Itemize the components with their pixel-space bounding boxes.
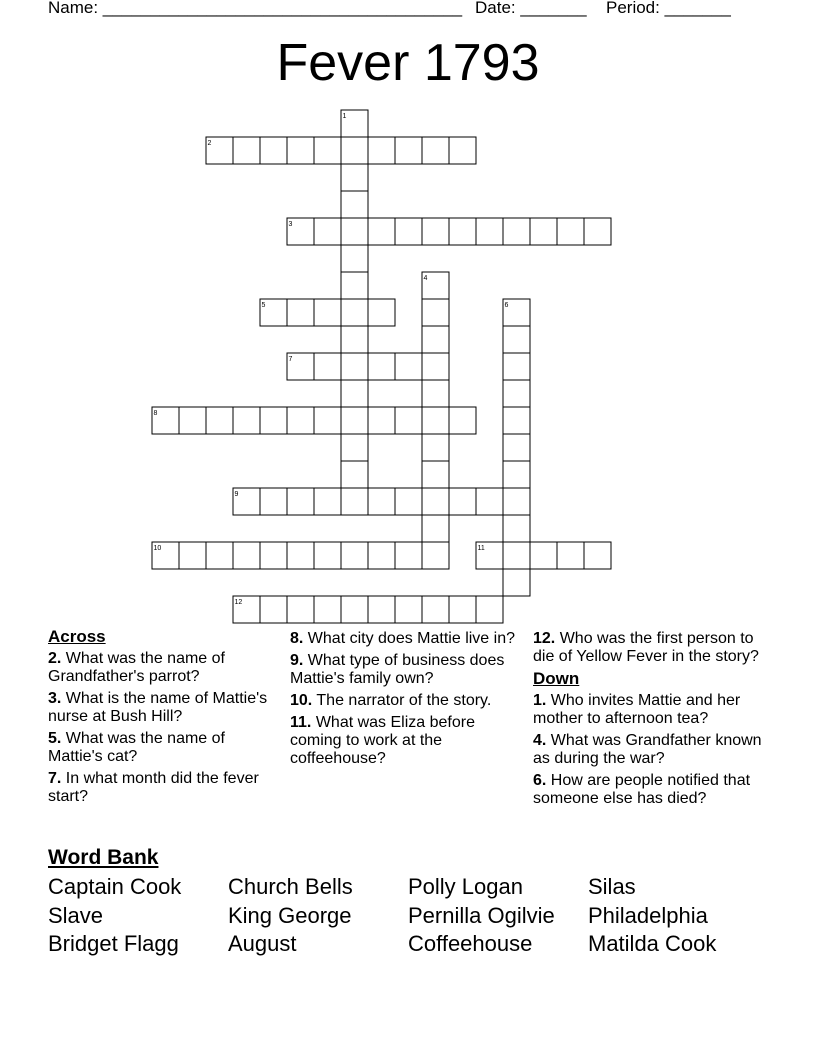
- crossword-cell[interactable]: [449, 488, 476, 515]
- crossword-cell[interactable]: [449, 218, 476, 245]
- crossword-cell[interactable]: [287, 596, 314, 623]
- crossword-cell[interactable]: [503, 218, 530, 245]
- crossword-cell[interactable]: [530, 542, 557, 569]
- crossword-cell[interactable]: [314, 407, 341, 434]
- crossword-cell[interactable]: [341, 488, 368, 515]
- crossword-cell[interactable]: [368, 542, 395, 569]
- crossword-cell[interactable]: [341, 137, 368, 164]
- crossword-cell[interactable]: [503, 542, 530, 569]
- crossword-cell[interactable]: [314, 137, 341, 164]
- crossword-cell[interactable]: [368, 353, 395, 380]
- across-heading: Across: [48, 627, 106, 646]
- crossword-cell[interactable]: [395, 596, 422, 623]
- word-bank-item: Matilda Cook: [588, 931, 717, 956]
- crossword-cell[interactable]: [233, 542, 260, 569]
- clue-across-12: 12. Who was the first person to die of Yellow Fever in the story?: [533, 630, 759, 665]
- crossword-cell[interactable]: [503, 353, 530, 380]
- crossword-cell[interactable]: [341, 272, 368, 299]
- crossword-cell[interactable]: [206, 542, 233, 569]
- crossword-cell[interactable]: [368, 137, 395, 164]
- crossword-cell[interactable]: [422, 380, 449, 407]
- crossword-cell[interactable]: [341, 380, 368, 407]
- crossword-cell[interactable]: [476, 596, 503, 623]
- word-bank-item: Slave: [48, 903, 104, 928]
- clue-number: 12: [234, 599, 243, 606]
- crossword-cell[interactable]: [179, 407, 206, 434]
- crossword-cell[interactable]: [395, 218, 422, 245]
- crossword-cell[interactable]: [422, 407, 449, 434]
- crossword-cell[interactable]: [341, 542, 368, 569]
- crossword-cell[interactable]: [287, 407, 314, 434]
- across-clues-column-1: [48, 628, 280, 810]
- crossword-cell[interactable]: [422, 218, 449, 245]
- clue-number: 2: [207, 140, 212, 147]
- crossword-cell[interactable]: [422, 461, 449, 488]
- crossword-cell[interactable]: [260, 407, 287, 434]
- clue-across-2: 2. What was the name of Grandfather's parrot?: [48, 650, 225, 685]
- word-bank-item: Philadelphia: [588, 903, 708, 928]
- crossword-cell[interactable]: [422, 353, 449, 380]
- crossword-cell[interactable]: [287, 299, 314, 326]
- word-bank-item: August: [228, 931, 297, 956]
- crossword-cell[interactable]: [503, 515, 530, 542]
- crossword-cell[interactable]: [503, 407, 530, 434]
- crossword-cell[interactable]: [314, 299, 341, 326]
- crossword-cell[interactable]: [503, 569, 530, 596]
- clue-number: 4: [423, 275, 428, 282]
- crossword-cell[interactable]: [422, 542, 449, 569]
- clue-across-10: 10. The narrator of the story.: [290, 692, 492, 709]
- crossword-cell[interactable]: [341, 407, 368, 434]
- clue-down-1: 1. Who invites Mattie and her mother to afternoon tea?: [533, 692, 741, 727]
- word-bank-item: Captain Cook: [48, 874, 182, 899]
- crossword-cell[interactable]: [449, 596, 476, 623]
- crossword-cell[interactable]: [314, 488, 341, 515]
- clue-across-11: 11. What was Eliza before coming to work at the coffeehouse?: [290, 714, 475, 767]
- word-bank-item: Pernilla Ogilvie: [408, 903, 555, 928]
- crossword-cell[interactable]: [503, 380, 530, 407]
- crossword-cell[interactable]: [314, 218, 341, 245]
- clue-down-4: 4. What was Grandfather known as during the war?: [533, 732, 762, 767]
- crossword-cell[interactable]: [557, 542, 584, 569]
- clue-number: 8: [153, 410, 158, 417]
- crossword-cell[interactable]: [503, 461, 530, 488]
- word-bank-title: Word Bank: [48, 846, 159, 869]
- crossword-cell[interactable]: [368, 407, 395, 434]
- crossword-cell[interactable]: [341, 191, 368, 218]
- crossword-cell[interactable]: [287, 488, 314, 515]
- word-bank-item: Silas: [588, 874, 636, 899]
- down-heading: Down: [533, 669, 580, 688]
- word-bank-item: Coffeehouse: [408, 931, 533, 956]
- crossword-cell[interactable]: [422, 299, 449, 326]
- crossword-cell[interactable]: [503, 326, 530, 353]
- crossword-cell[interactable]: [557, 218, 584, 245]
- clue-number: 9: [234, 491, 239, 498]
- crossword-cell[interactable]: [395, 137, 422, 164]
- crossword-cell[interactable]: [422, 488, 449, 515]
- crossword-cell[interactable]: [395, 488, 422, 515]
- clue-across-5: 5. What was the name of Mattie's cat?: [48, 730, 225, 765]
- clue-across-3: 3. What is the name of Mattie's nurse at Bush Hill?: [48, 690, 268, 725]
- clue-across-9: 9. What type of business does Mattie's family own?: [290, 652, 505, 687]
- crossword-cell[interactable]: [476, 488, 503, 515]
- crossword-cell[interactable]: [449, 137, 476, 164]
- crossword-cell[interactable]: [476, 218, 503, 245]
- crossword-cell[interactable]: [422, 326, 449, 353]
- crossword-cell[interactable]: [233, 137, 260, 164]
- crossword-cell[interactable]: [260, 137, 287, 164]
- word-bank-item: King George: [228, 903, 352, 928]
- crossword-cell[interactable]: [314, 353, 341, 380]
- crossword-cell[interactable]: [422, 137, 449, 164]
- clue-number: 11: [477, 545, 485, 552]
- crossword-cell[interactable]: [341, 461, 368, 488]
- crossword-cell[interactable]: [314, 596, 341, 623]
- crossword-cell[interactable]: [206, 407, 233, 434]
- crossword-cell[interactable]: [287, 542, 314, 569]
- crossword-cell[interactable]: [584, 542, 611, 569]
- word-bank-item: Church Bells: [228, 874, 353, 899]
- crossword-cell[interactable]: [341, 353, 368, 380]
- crossword-cell[interactable]: [449, 407, 476, 434]
- across-clues-column-2: [290, 630, 522, 772]
- page-title: Fever 1793: [276, 34, 540, 92]
- crossword-cell[interactable]: [341, 596, 368, 623]
- clue-across-7: 7. In what month did the fever start?: [48, 770, 259, 805]
- crossword-cell[interactable]: [260, 488, 287, 515]
- crossword-cell[interactable]: [341, 218, 368, 245]
- clue-number: 3: [288, 221, 293, 228]
- word-bank-item: Polly Logan: [408, 874, 523, 899]
- clue-number: 7: [288, 356, 293, 363]
- crossword-cell[interactable]: [287, 137, 314, 164]
- period-field[interactable]: Period: _______: [606, 0, 731, 17]
- crossword-cell[interactable]: [503, 488, 530, 515]
- crossword-cell[interactable]: [260, 542, 287, 569]
- crossword-cell[interactable]: [179, 542, 206, 569]
- crossword-cell[interactable]: [395, 353, 422, 380]
- crossword-cell[interactable]: [368, 299, 395, 326]
- crossword-cell[interactable]: [341, 434, 368, 461]
- clue-number: 6: [504, 302, 509, 309]
- crossword-cell[interactable]: [395, 407, 422, 434]
- crossword-cell[interactable]: [233, 407, 260, 434]
- crossword-cell[interactable]: [341, 326, 368, 353]
- clue-across-8: 8. What city does Mattie live in?: [290, 630, 515, 647]
- clue-number: 10: [153, 545, 162, 552]
- clue-number: 5: [261, 302, 266, 309]
- crossword-cell[interactable]: [341, 245, 368, 272]
- crossword-cell[interactable]: [341, 164, 368, 191]
- crossword-cell[interactable]: [395, 542, 422, 569]
- clue-number: 1: [342, 113, 347, 120]
- name-field[interactable]: Name: ______________________________________: [48, 0, 463, 17]
- crossword-cell[interactable]: [314, 542, 341, 569]
- clue-down-6: 6. How are people notified that someone else has died?: [533, 772, 751, 807]
- crossword-cell[interactable]: [422, 434, 449, 461]
- crossword-cell[interactable]: [368, 596, 395, 623]
- crossword-cell[interactable]: [260, 596, 287, 623]
- date-field[interactable]: Date: _______: [475, 0, 587, 17]
- crossword-cell[interactable]: [503, 434, 530, 461]
- crossword-cell[interactable]: [368, 488, 395, 515]
- crossword-cell[interactable]: [530, 218, 557, 245]
- crossword-cell[interactable]: [584, 218, 611, 245]
- clues-column-3: [533, 630, 765, 812]
- crossword-cell[interactable]: [422, 515, 449, 542]
- crossword-cell[interactable]: [341, 299, 368, 326]
- crossword-cell[interactable]: [422, 596, 449, 623]
- crossword-cell[interactable]: [368, 218, 395, 245]
- word-bank-item: Bridget Flagg: [48, 931, 179, 956]
